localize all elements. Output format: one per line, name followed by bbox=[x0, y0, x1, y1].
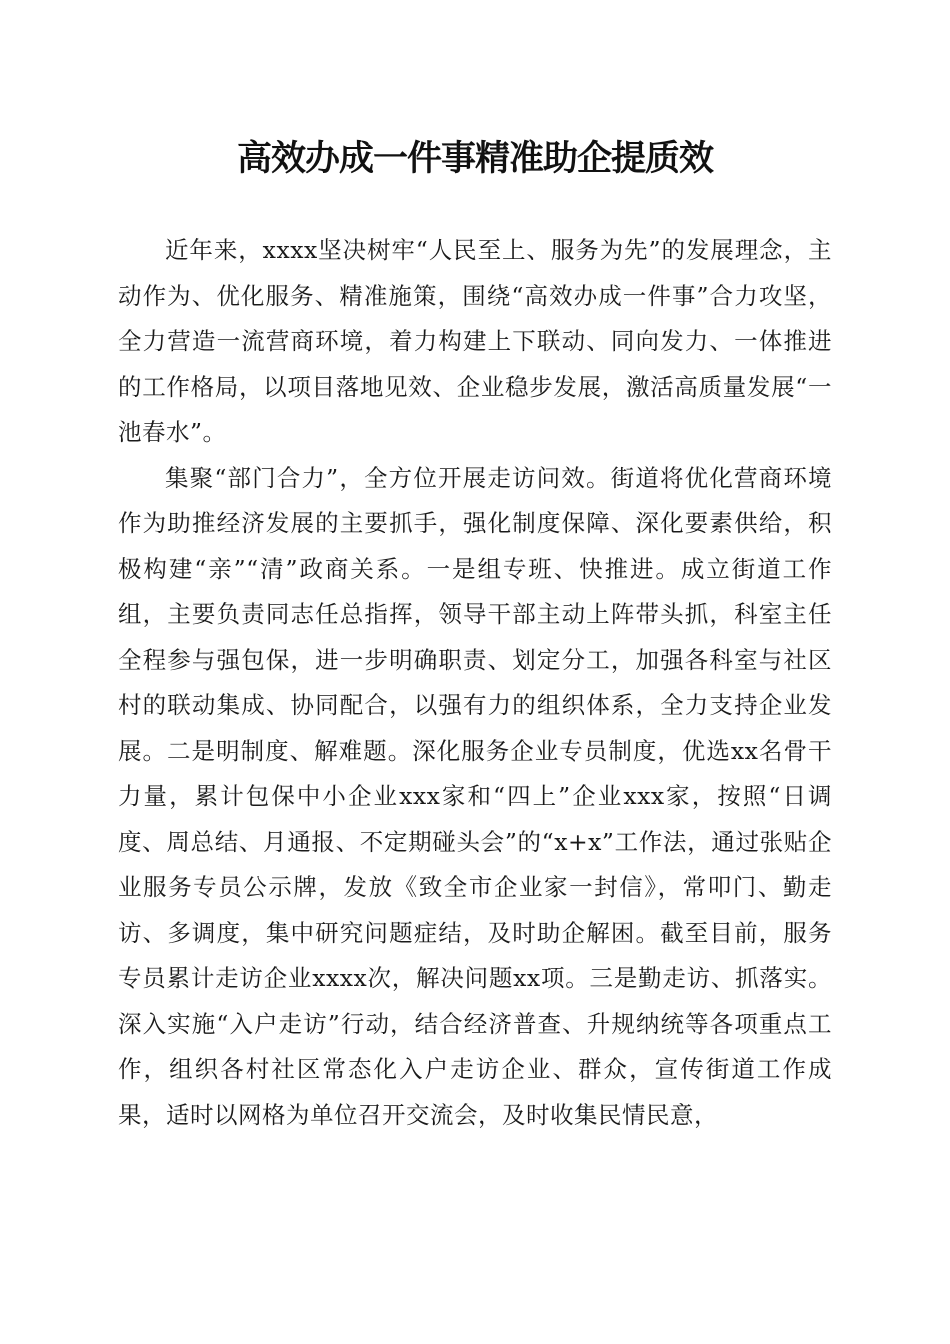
document-title: 高效办成一件事精准助企提质效 bbox=[236, 138, 713, 179]
paragraph-intro: 近年来，xxxx坚决树牢“人民至上、服务为先”的发展理念，主动作为、优化服务、精准施策，围绕“高效办成一件事”合力攻坚，全力营造一流营商环境，着力构建上下联动、同向发力、一体推进的工作格局，以项目落地见效、企业稳步发展，激活高质量发展“一池春水”。 bbox=[118, 236, 832, 446]
document-body bbox=[118, 228, 832, 1138]
paragraph-department-synergy: 集聚“部门合力”，全方位开展走访问效。街道将优化营商环境作为助推经济发展的主要抓手，强化制度保障、深化要素供给，积极构建“亲”“清”政商关系。一是组专班、快推进。成立街道工作组，主要负责同志任总指挥，领导干部主动上阵带头抓，科室主任全程参与强包保，进一步明确职责、划定分工，加强各科室与社区村的联动集成、协同配合，以强有力的组织体系，全力支持企业发展。二是明制度、解难题。深化服务企业专员制度，优选xx名骨干力量，累计包保中小企业xxx家和“四上”企业xxx家，按照“日调度、周总结、月通报、不定期碰头会”的“x+x”工作法，通过张贴企业服务专员公示牌，发放《致全市企业家一封信》，常叩门、勤走访、多调度，集中研究问题症结，及时助企解困。截至目前，服务专员累计走访企业xxxx次，解决问题xx项。三是勤走访、抓落实。深入实施“入户走访”行动，结合经济普查、升规纳统等各项重点工作，组织各村社区常态化入户走访企业、群众，宣传街道工作成果，适时以网格为单位召开交流会，及时收集民情民意， bbox=[118, 463, 832, 1129]
